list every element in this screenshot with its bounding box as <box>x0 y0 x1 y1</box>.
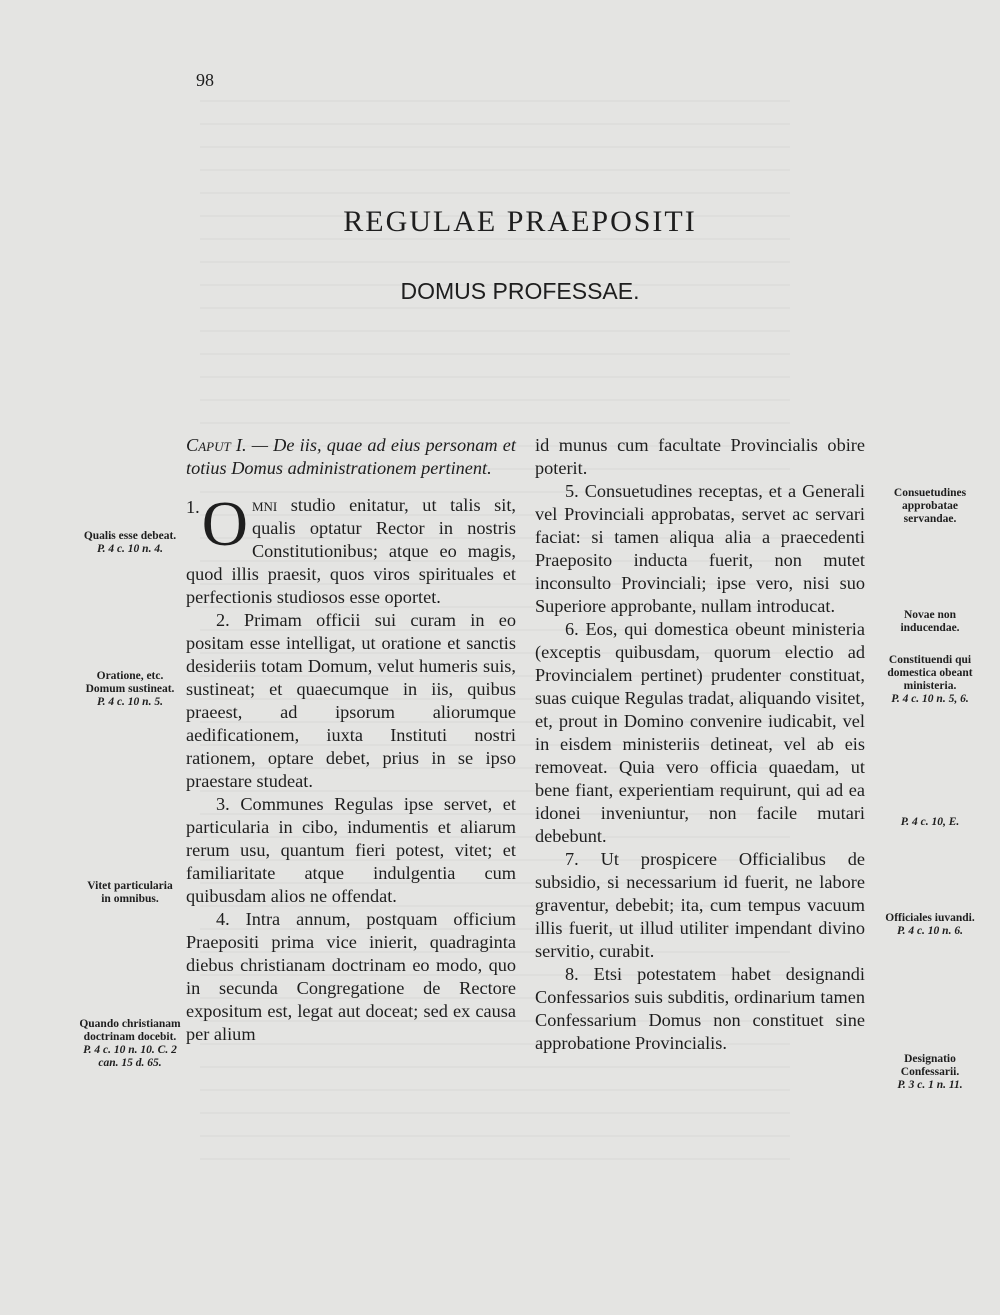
margin-note: Constituendi qui domestica obeant ministeria. P. 4 c. 10 n. 5, 6. <box>887 654 973 705</box>
right-text-column <box>535 434 865 1055</box>
page-subtitle: DOMUS PROFESSAE. <box>400 278 640 304</box>
chapter-heading <box>186 434 516 480</box>
paragraph-1-smallcaps: mni <box>251 495 278 515</box>
paragraph-7: 7. Ut prospicere Officialibus de subsidio, si necessarium id fuerit, ne labore graventur, debebit; ita, cum tempus vacuum illis fuerit, ut illud utiliter impendant divino servitio, curabit. <box>535 849 865 961</box>
paragraph-4: 4. Intra annum, postquam officium Praepositi prima vice inierit, quadraginta diebus christianam doctrinam eo modo, quo in secunda Congregatione de Rectore expositum est, legat aut doceat; sed ex causa per alium <box>186 909 516 1044</box>
left-text-column <box>186 434 516 1046</box>
margin-note: P. 4 c. 10, E. <box>900 816 960 828</box>
page-title: REGULAE PRAEPOSITI <box>343 205 697 238</box>
paragraph-1-number: 1. <box>186 497 200 517</box>
margin-note: Vitet particularia in omnibus. <box>87 880 173 905</box>
paragraph-1-text: studio enitatur, ut talis sit, qualis optatur Rector in nostris Constitutionibus; atque eo magis, quod illis praesit, quos viros spirituales et perfectionis studiosos esse oportet. <box>186 495 516 607</box>
margin-note: Oratione, etc. Domum sustineat. P. 4 c. 10 n. 5. <box>85 670 175 708</box>
paragraph-1 <box>186 488 516 609</box>
paragraph-2: 2. Primam officii sui curam in eo positam esse intelligat, ut oratione et sanctis desideriis totam Domum, velut humeris suis, sustineat; et quaecumque in iis, quibus praeest, ad ipsorum aliorumque aedificationem, iuxta Instituti nostri rationem, optare debet, prius in se ipso praestare studeat. <box>186 610 516 791</box>
paragraph-5: 5. Consuetudines receptas, et a Generali vel Provinciali approbatas, servet ac servari faciat: si tamen aliqua alia a praecedenti Praeposito inducta fuerit, non mutet inconsulto Provinciali; ipse vero, nisi suo Superiore approbante, nullam introducat. <box>535 481 865 616</box>
margin-note: Designatio Confessarii. P. 3 c. 1 n. 11. <box>897 1053 963 1091</box>
paragraph-4-continued: id munus cum facultate Provincialis obire poterit. <box>535 435 865 478</box>
margin-note: Quando christianam doctrinam docebit. P. 4 c. 10 n. 10. C. 2 can. 15 d. 65. <box>79 1018 181 1069</box>
margin-note: Officiales iuvandi. P. 4 c. 10 n. 6. <box>885 912 975 937</box>
margin-note: Consuetudines approbatae servandae. <box>893 487 967 525</box>
chapter-label: Caput I. <box>186 435 247 455</box>
page-number: 98 <box>196 70 214 90</box>
paragraph-6: 6. Eos, qui domestica obeunt ministeria (exceptis quibusdam, quorum electio ad Provincialem pertinet) prudenter constituat, suas cuique Regulas tradat, aliquando visitet, et, prout in Domino convenire iudicabit, vel in eisdem ministeriis detineat, vel ab eis removeat. Quia vero officia quaedam, ut bene fiant, experientiam requirunt, qui ad ea idonei inveniuntur, non facile mutari debebunt. <box>535 619 865 846</box>
drop-capital: O <box>201 488 248 559</box>
paragraph-3: 3. Communes Regulas ipse servet, et particularia in cibo, indumentis et aliarum rerum usu, quantum fieri potest, vitet; et familiaritate atque indulgentia cum quibusdam alios ne offendat. <box>186 794 516 906</box>
paragraph-8: 8. Etsi potestatem habet designandi Confessarios suis subditis, ordinarium tamen Confessarium Domus non constituet sine approbatione Provincialis. <box>535 964 865 1053</box>
chapter-title: — De iis, quae ad eius personam et totius Domus administrationem pertinent. <box>186 435 516 478</box>
margin-note: Novae non inducendae. <box>900 609 960 634</box>
margin-note: Qualis esse debeat. P. 4 c. 10 n. 4. <box>83 530 177 555</box>
